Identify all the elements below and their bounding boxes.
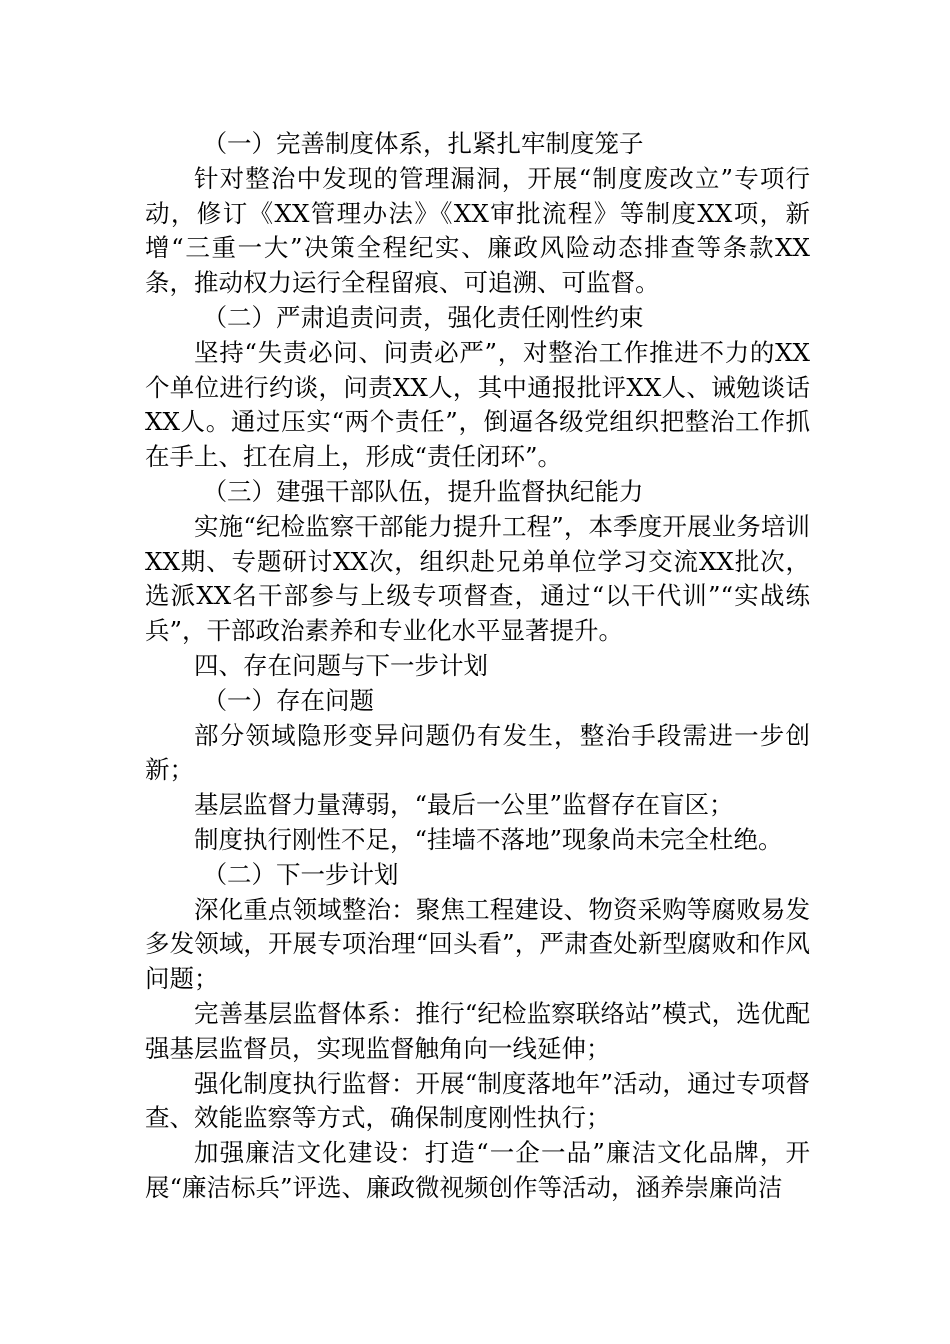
section-4-1-heading: （一）存在问题 xyxy=(202,685,375,715)
problem-item: 制度执行刚性不足，“挂墙不落地”现象尚未完全杜绝。 xyxy=(194,824,783,854)
plan-item: 强化制度执行监督：开展“制度落地年”活动，通过专项督查、效能监察等方式，确保制度刚性执行； xyxy=(145,1068,810,1133)
section-3-2-body: 坚持“失责必问、问责必严”，对整治工作推进不力的XX个单位进行约谈，问责XX人，其中通报批评XX人、诫勉谈话XX人。通过压实“两个责任”，倒逼各级党组织把整治工作抓在手上、扛在肩上，形成“责任闭环”。 xyxy=(145,337,810,472)
plan-item: 加强廉洁文化建设：打造“一企一品”廉洁文化品牌，开展“廉洁标兵”评选、廉政微视频创作等活动，涵养崇廉尚洁 xyxy=(145,1138,810,1202)
section-3-3-heading: （三）建强干部队伍，提升监督执纪能力 xyxy=(202,476,644,506)
document-body xyxy=(145,127,810,1206)
section-3-1-heading: （一）完善制度体系，扎紧扎牢制度笼子 xyxy=(202,129,644,158)
section-4-2-heading: （二）下一步计划 xyxy=(202,859,399,889)
problem-item: 基层监督力量薄弱，“最后一公里”监督存在盲区； xyxy=(194,790,734,820)
section-3-1-body: 针对整治中发现的管理漏洞，开展“制度废改立”专项行动，修订《XX管理办法》《XX审批流程》等制度XX项，新增“三重一大”决策全程纪实、廉政风险动态排查等条款XX条，推动权力运行全程留痕、可追溯、可监督。 xyxy=(145,163,810,298)
problem-item: 部分领域隐形变异问题仍有发生，整治手段需进一步创新； xyxy=(145,720,810,785)
section-4-heading: 四、存在问题与下一步计划 xyxy=(194,650,488,680)
plan-item: 完善基层监督体系：推行“纪检监察联络站”模式，选优配强基层监督员，实现监督触角向一线延伸； xyxy=(145,998,810,1063)
section-3-3-body: 实施“纪检监察干部能力提升工程”，本季度开展业务培训XX期、专题研讨XX次，组织赴兄弟单位学习交流XX批次，选派XX名干部参与上级专项督查，通过“以干代训”“实战练兵”，干部政治素养和专业化水平显著提升。 xyxy=(145,511,810,646)
section-3-2-heading: （二）严肃追责问责，强化责任刚性约束 xyxy=(202,302,644,332)
plan-item: 深化重点领域整治：聚焦工程建设、物资采购等腐败易发多发领域，开展专项治理“回头看”，严肃查处新型腐败和作风问题； xyxy=(145,894,810,994)
